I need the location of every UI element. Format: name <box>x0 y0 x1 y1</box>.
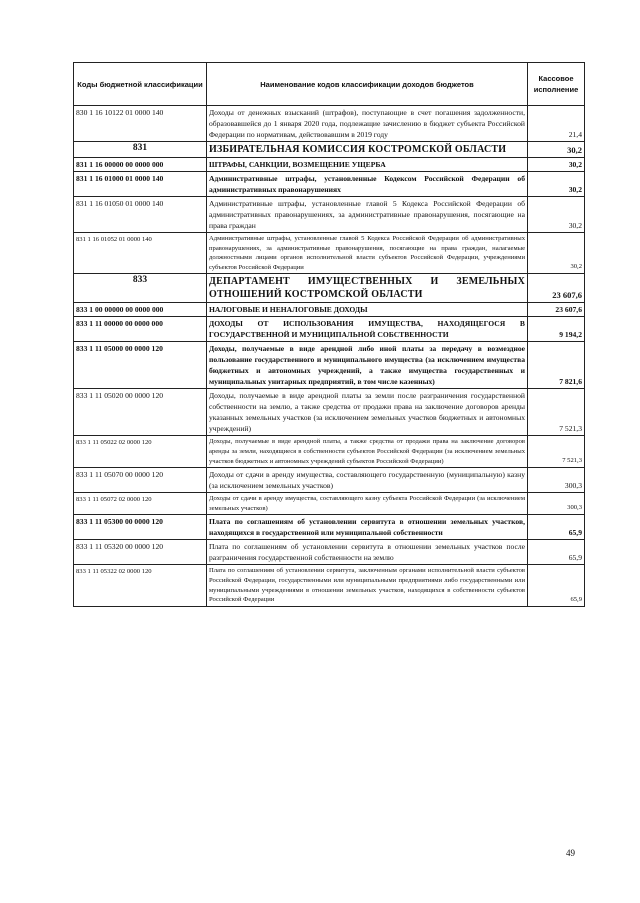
row-code: 833 1 11 00000 00 0000 000 <box>74 317 207 342</box>
row-value: 23 607,6 <box>528 274 585 303</box>
row-code: 833 1 00 00000 00 0000 000 <box>74 303 207 317</box>
table-row <box>74 317 585 342</box>
row-name: Доходы, получаемые в виде арендной платы, а также средства от продажи права на заключение договоров аренды за земли, находящиеся в собственности субъектов Российской Федерации (за исключением земельных участков бюджетных и автономных учреждений субъектов Российской Федерации) <box>207 436 528 468</box>
row-value: 23 607,6 <box>528 303 585 317</box>
row-value: 30,2 <box>528 233 585 274</box>
table-row <box>74 142 585 158</box>
table-row <box>74 540 585 565</box>
row-value: 21,4 <box>528 106 585 142</box>
row-name: Административные штрафы, установленные Кодексом Российской Федерации об административных правонарушениях <box>207 172 528 197</box>
table-row <box>74 342 585 389</box>
row-code: 831 1 16 01050 01 0000 140 <box>74 197 207 233</box>
row-value: 30,2 <box>528 197 585 233</box>
row-value: 30,2 <box>528 158 585 172</box>
row-code: 833 1 11 05072 02 0000 120 <box>74 493 207 515</box>
row-name: ДЕПАРТАМЕНТ ИМУЩЕСТВЕННЫХ И ЗЕМЕЛЬНЫХ ОТНОШЕНИЙ КОСТРОМСКОЙ ОБЛАСТИ <box>207 274 528 303</box>
row-code: 833 1 11 05322 02 0000 120 <box>74 565 207 606</box>
table-row <box>74 106 585 142</box>
row-code: 833 1 11 05070 00 0000 120 <box>74 468 207 493</box>
row-name: Доходы, получаемые в виде арендной либо иной платы за передачу в возмездное пользование государственного и муниципального имущества (за исключением имущества бюджетных и автономных учреждений, а также имущества государственных и муниципальных унитарных предприятий, в том числе казенных) <box>207 342 528 389</box>
row-name: Доходы, получаемые в виде арендной платы за земли после разграничения государственной собственности на землю, а также средства от продажи права на заключение договоров аренды указанных земельных участков (за исключением земельных участков бюджетных и автономных учреждений) <box>207 389 528 436</box>
row-code: 830 1 16 10122 01 0000 140 <box>74 106 207 142</box>
row-value: 30,2 <box>528 172 585 197</box>
page-number: 49 <box>566 848 575 858</box>
row-code: 833 1 11 05020 00 0000 120 <box>74 389 207 436</box>
table-row <box>74 468 585 493</box>
table-header-row <box>74 63 585 106</box>
row-code: 833 1 11 05320 00 0000 120 <box>74 540 207 565</box>
row-name: ИЗБИРАТЕЛЬНАЯ КОМИССИЯ КОСТРОМСКОЙ ОБЛАСТИ <box>207 142 528 158</box>
table-row <box>74 303 585 317</box>
table-row <box>74 197 585 233</box>
row-name: Административные штрафы, установленные главой 5 Кодекса Российской Федерации об административных правонарушениях, за административные правонарушения, посягающие на права граждан <box>207 197 528 233</box>
table-row <box>74 233 585 274</box>
table-row <box>74 493 585 515</box>
table-row <box>74 565 585 606</box>
row-name: Административные штрафы, установленные главой 5 Кодекса Российской Федерации об административных правонарушениях, за административные правонарушения, посягающие на права граждан, налагаемые должностными лицами органов исполнительной власти субъектов Российской Федерации, учреждениями субъектов Российской Федерации <box>207 233 528 274</box>
table-row <box>74 515 585 540</box>
table-row <box>74 436 585 468</box>
row-name: ДОХОДЫ ОТ ИСПОЛЬЗОВАНИЯ ИМУЩЕСТВА, НАХОДЯЩЕГОСЯ В ГОСУДАРСТВЕННОЙ И МУНИЦИПАЛЬНОЙ СОБСТВЕННОСТИ <box>207 317 528 342</box>
row-code: 833 <box>74 274 207 303</box>
header-code: Коды бюджетной классификации <box>74 63 207 106</box>
row-code: 833 1 11 05000 00 0000 120 <box>74 342 207 389</box>
row-name: ШТРАФЫ, САНКЦИИ, ВОЗМЕЩЕНИЕ УЩЕРБА <box>207 158 528 172</box>
row-code: 831 1 16 01000 01 0000 140 <box>74 172 207 197</box>
row-name: Плата по соглашениям об установлении сервитута в отношении земельных участков, находящихся в государственной или муниципальной собственности <box>207 515 528 540</box>
table-row <box>74 389 585 436</box>
row-value: 7 821,6 <box>528 342 585 389</box>
row-code: 831 <box>74 142 207 158</box>
table-row <box>74 172 585 197</box>
row-value: 65,9 <box>528 565 585 606</box>
row-name: НАЛОГОВЫЕ И НЕНАЛОГОВЫЕ ДОХОДЫ <box>207 303 528 317</box>
row-name: Плата по соглашениям об установлении сервитута в отношении земельных участков после разграничения государственной собственности на землю <box>207 540 528 565</box>
row-value: 7 521,3 <box>528 436 585 468</box>
row-value: 300,3 <box>528 493 585 515</box>
row-value: 300,3 <box>528 468 585 493</box>
revenue-table <box>73 62 585 607</box>
row-value: 30,2 <box>528 142 585 158</box>
row-value: 65,9 <box>528 540 585 565</box>
row-name: Доходы от денежных взысканий (штрафов), поступающие в счет погашения задолженности, образовавшейся до 1 января 2020 года, подлежащие зачислению в бюджет субъекта Российской Федерации по нормативам, действовавшим в 2019 году <box>207 106 528 142</box>
row-name: Доходы от сдачи в аренду имущества, составляющего казну субъекта Российской Федерации (за исключением земельных участков) <box>207 493 528 515</box>
header-name: Наименование кодов классификации доходов бюджетов <box>207 63 528 106</box>
row-code: 833 1 11 05022 02 0000 120 <box>74 436 207 468</box>
row-code: 831 1 16 01052 01 0000 140 <box>74 233 207 274</box>
header-value: Кассовое исполнение <box>528 63 585 106</box>
row-value: 7 521,3 <box>528 389 585 436</box>
row-name: Доходы от сдачи в аренду имущества, составляющего государственную (муниципальную) казну (за исключением земельных участков) <box>207 468 528 493</box>
table-row <box>74 158 585 172</box>
table-row <box>74 274 585 303</box>
row-value: 65,9 <box>528 515 585 540</box>
row-value: 9 194,2 <box>528 317 585 342</box>
row-code: 831 1 16 00000 00 0000 000 <box>74 158 207 172</box>
row-code: 833 1 11 05300 00 0000 120 <box>74 515 207 540</box>
row-name: Плата по соглашениям об установлении сервитута, заключенным органами исполнительной власти субъектов Российской Федерации, государственными или муниципальными предприятиями либо государственными или муниципальными учреждениями в отношении земельных участков, находящихся в собственности субъектов Российской Федерации <box>207 565 528 606</box>
